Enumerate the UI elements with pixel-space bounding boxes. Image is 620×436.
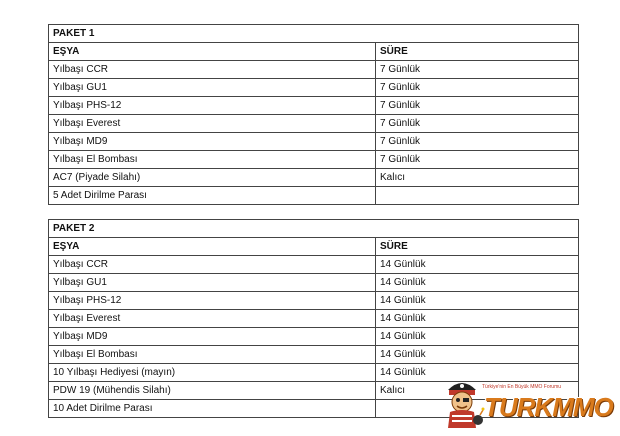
item-cell: Yılbaşı CCR — [49, 61, 376, 79]
duration-cell: 14 Günlük — [376, 364, 579, 382]
package-title: PAKET 1 — [49, 25, 579, 43]
duration-cell: 7 Günlük — [376, 61, 579, 79]
table-row — [49, 187, 579, 205]
table-row — [49, 61, 579, 79]
item-cell: Yılbaşı GU1 — [49, 79, 376, 97]
duration-cell: 14 Günlük — [376, 256, 579, 274]
item-cell: Yılbaşı GU1 — [49, 274, 376, 292]
table-row — [49, 169, 579, 187]
table-header-row — [49, 43, 579, 61]
duration-cell: Kalıcı — [376, 169, 579, 187]
header-duration: SÜRE — [376, 43, 579, 61]
watermark-tagline: Türkiye'nin En Büyük MMO Forumu — [482, 384, 562, 390]
duration-cell: 7 Günlük — [376, 79, 579, 97]
duration-cell: 14 Günlük — [376, 310, 579, 328]
item-cell: Yılbaşı MD9 — [49, 133, 376, 151]
duration-cell: 7 Günlük — [376, 97, 579, 115]
table-header-row — [49, 238, 579, 256]
table-row — [49, 97, 579, 115]
table-row — [49, 346, 579, 364]
duration-cell: 14 Günlük — [376, 292, 579, 310]
header-item: EŞYA — [49, 43, 376, 61]
item-cell: Yılbaşı El Bombası — [49, 151, 376, 169]
item-cell: 10 Yılbaşı Hediyesi (mayın) — [49, 364, 376, 382]
duration-cell: 14 Günlük — [376, 328, 579, 346]
table-row — [49, 328, 579, 346]
table-row — [49, 256, 579, 274]
duration-cell: 14 Günlük — [376, 274, 579, 292]
header-duration: SÜRE — [376, 238, 579, 256]
watermark-wordmark: TURKMMO — [484, 392, 613, 422]
package-title-row — [49, 25, 579, 43]
duration-cell — [376, 187, 579, 205]
duration-cell: 7 Günlük — [376, 133, 579, 151]
item-cell: Yılbaşı PHS-12 — [49, 292, 376, 310]
item-cell: Yılbaşı Everest — [49, 115, 376, 133]
package-title-row — [49, 220, 579, 238]
pirate-mascot-icon — [438, 376, 486, 432]
package-1-table — [48, 24, 579, 205]
item-cell: 10 Adet Dirilme Parası — [49, 400, 376, 418]
package-1-body — [49, 25, 579, 205]
turkmmo-watermark — [438, 376, 614, 432]
table-row — [49, 274, 579, 292]
item-cell: AC7 (Piyade Silahı) — [49, 169, 376, 187]
item-cell: Yılbaşı El Bombası — [49, 346, 376, 364]
duration-cell: 7 Günlük — [376, 115, 579, 133]
package-title: PAKET 2 — [49, 220, 579, 238]
header-item: EŞYA — [49, 238, 376, 256]
table-row — [49, 310, 579, 328]
table-row — [49, 133, 579, 151]
table-row — [49, 79, 579, 97]
table-row — [49, 115, 579, 133]
duration-cell: 14 Günlük — [376, 346, 579, 364]
duration-cell: Kalıcı — [376, 382, 579, 400]
item-cell: Yılbaşı Everest — [49, 310, 376, 328]
table-row — [49, 292, 579, 310]
table-row — [49, 151, 579, 169]
item-cell: Yılbaşı PHS-12 — [49, 97, 376, 115]
duration-cell: 7 Günlük — [376, 151, 579, 169]
item-cell: Yılbaşı CCR — [49, 256, 376, 274]
item-cell: PDW 19 (Mühendis Silahı) — [49, 382, 376, 400]
item-cell: 5 Adet Dirilme Parası — [49, 187, 376, 205]
item-cell: Yılbaşı MD9 — [49, 328, 376, 346]
